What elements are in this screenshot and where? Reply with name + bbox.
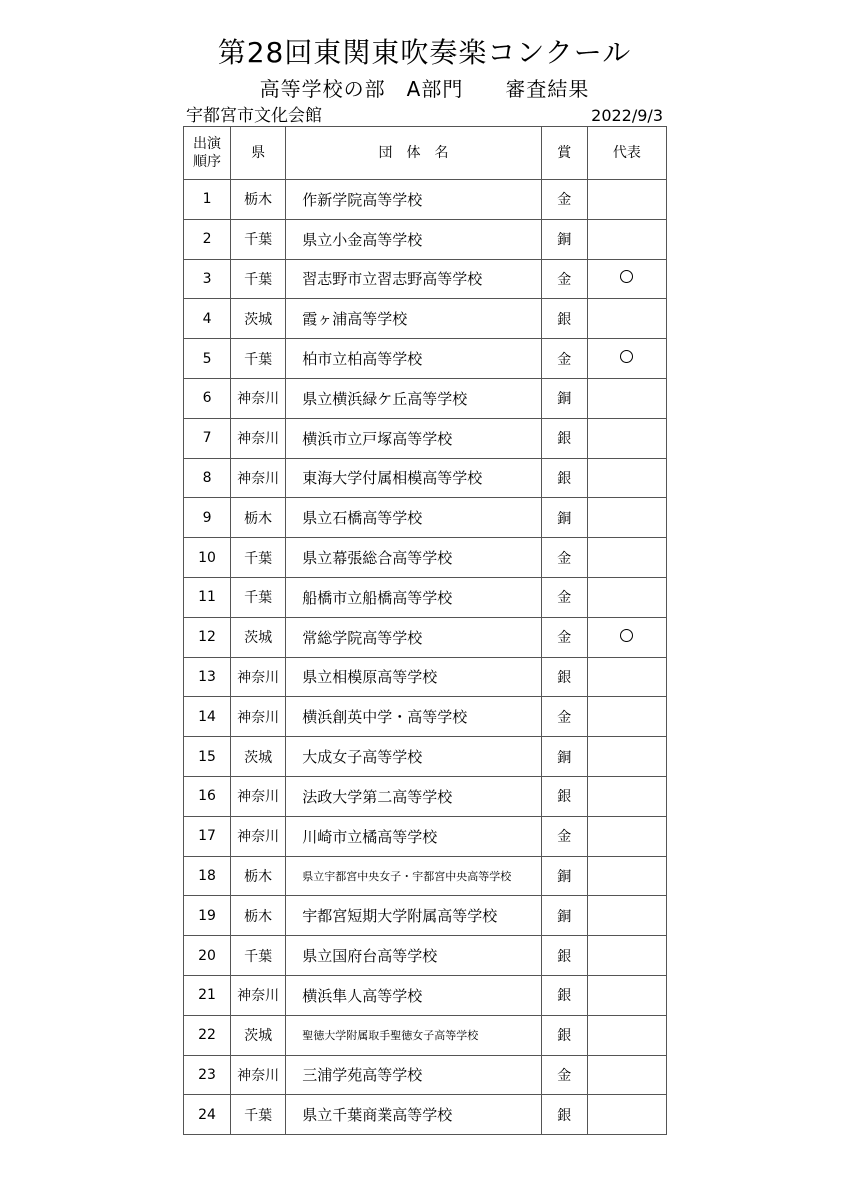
representative-circle-icon	[620, 270, 633, 283]
prefecture-cell: 千葉	[231, 577, 286, 617]
table-row	[184, 737, 667, 777]
prize-cell: 銅	[541, 896, 587, 936]
prize-cell: 銀	[541, 657, 587, 697]
prefecture-cell: 神奈川	[231, 1055, 286, 1095]
order-cell: 12	[184, 617, 231, 657]
order-cell: 17	[184, 816, 231, 856]
table-row	[184, 856, 667, 896]
prefecture-cell: 神奈川	[231, 816, 286, 856]
school-cell: 横浜隼人高等学校	[286, 975, 542, 1015]
school-cell: 川崎市立橘高等学校	[286, 816, 542, 856]
table-row	[184, 418, 667, 458]
table-row	[184, 1055, 667, 1095]
representative-cell	[587, 697, 666, 737]
table-row	[184, 538, 667, 578]
order-cell: 5	[184, 339, 231, 379]
school-cell: 県立宇都宮中央女子・宇都宮中央高等学校	[286, 856, 542, 896]
order-cell: 21	[184, 975, 231, 1015]
page-subtitle: 高等学校の部 A部門 審査結果	[259, 77, 590, 101]
school-cell: 横浜創英中学・高等学校	[286, 697, 542, 737]
table-row	[184, 299, 667, 339]
order-cell: 11	[184, 577, 231, 617]
representative-cell	[587, 259, 666, 299]
prefecture-cell: 神奈川	[231, 378, 286, 418]
prize-cell: 銅	[541, 856, 587, 896]
prefecture-cell: 千葉	[231, 219, 286, 259]
prefecture-cell: 茨城	[231, 1015, 286, 1055]
prize-cell: 金	[541, 697, 587, 737]
representative-cell	[587, 896, 666, 936]
representative-cell	[587, 737, 666, 777]
school-cell: 習志野市立習志野高等学校	[286, 259, 542, 299]
school-cell: 東海大学付属相模高等学校	[286, 458, 542, 498]
order-cell: 23	[184, 1055, 231, 1095]
representative-cell	[587, 1055, 666, 1095]
school-cell: 県立横浜緑ケ丘高等学校	[286, 378, 542, 418]
table-row	[184, 896, 667, 936]
order-cell: 20	[184, 936, 231, 976]
table-header-row	[184, 127, 667, 180]
representative-cell	[587, 458, 666, 498]
prize-cell: 金	[541, 538, 587, 578]
table-row	[184, 339, 667, 379]
venue-label: 宇都宮市文化会館	[186, 106, 322, 126]
prize-cell: 金	[541, 816, 587, 856]
order-cell: 1	[184, 180, 231, 220]
prize-cell: 銅	[541, 219, 587, 259]
prefecture-cell: 茨城	[231, 737, 286, 777]
table-row	[184, 776, 667, 816]
school-cell: 霞ヶ浦高等学校	[286, 299, 542, 339]
table-row	[184, 577, 667, 617]
prefecture-cell: 茨城	[231, 617, 286, 657]
prefecture-cell: 栃木	[231, 498, 286, 538]
table-row	[184, 219, 667, 259]
order-cell: 14	[184, 697, 231, 737]
school-cell: 法政大学第二高等学校	[286, 776, 542, 816]
prefecture-cell: 神奈川	[231, 975, 286, 1015]
results-table	[183, 126, 667, 1135]
representative-cell	[587, 776, 666, 816]
representative-cell	[587, 378, 666, 418]
prize-cell: 金	[541, 259, 587, 299]
school-cell: 柏市立柏高等学校	[286, 339, 542, 379]
table-body	[184, 180, 667, 1135]
prize-cell: 銅	[541, 378, 587, 418]
representative-cell	[587, 219, 666, 259]
representative-cell	[587, 1095, 666, 1135]
prefecture-cell: 神奈川	[231, 697, 286, 737]
representative-cell	[587, 975, 666, 1015]
table-row	[184, 458, 667, 498]
representative-cell	[587, 577, 666, 617]
prize-cell: 銀	[541, 936, 587, 976]
prize-cell: 銅	[541, 498, 587, 538]
header-prefecture: 県	[231, 127, 286, 180]
school-cell: 作新学院高等学校	[286, 180, 542, 220]
school-cell: 県立石橋高等学校	[286, 498, 542, 538]
table-row	[184, 657, 667, 697]
order-cell: 3	[184, 259, 231, 299]
prefecture-cell: 栃木	[231, 180, 286, 220]
table-row	[184, 180, 667, 220]
table-row	[184, 1015, 667, 1055]
prize-cell: 銀	[541, 1015, 587, 1055]
table-row	[184, 1095, 667, 1135]
order-cell: 7	[184, 418, 231, 458]
prefecture-cell: 茨城	[231, 299, 286, 339]
school-cell: 県立幕張総合高等学校	[286, 538, 542, 578]
table-row	[184, 259, 667, 299]
representative-cell	[587, 418, 666, 458]
prefecture-cell: 神奈川	[231, 776, 286, 816]
order-cell: 2	[184, 219, 231, 259]
prize-cell: 銀	[541, 975, 587, 1015]
prefecture-cell: 神奈川	[231, 657, 286, 697]
representative-cell	[587, 538, 666, 578]
prize-cell: 金	[541, 577, 587, 617]
page-title: 第28回東関東吹奏楽コンクール	[217, 36, 632, 69]
order-cell: 24	[184, 1095, 231, 1135]
representative-circle-icon	[620, 350, 633, 363]
order-cell: 15	[184, 737, 231, 777]
school-cell: 横浜市立戸塚高等学校	[286, 418, 542, 458]
header-order-line1: 出演	[193, 136, 222, 152]
prize-cell: 銀	[541, 458, 587, 498]
table-row	[184, 498, 667, 538]
table-row	[184, 936, 667, 976]
date-label: 2022/9/3	[591, 106, 663, 125]
prefecture-cell: 千葉	[231, 259, 286, 299]
school-cell: 県立国府台高等学校	[286, 936, 542, 976]
representative-cell	[587, 816, 666, 856]
school-cell: 県立相模原高等学校	[286, 657, 542, 697]
table-row	[184, 617, 667, 657]
order-cell: 9	[184, 498, 231, 538]
prize-cell: 金	[541, 1055, 587, 1095]
prefecture-cell: 千葉	[231, 339, 286, 379]
prize-cell: 銀	[541, 1095, 587, 1135]
school-cell: 県立小金高等学校	[286, 219, 542, 259]
representative-cell	[587, 180, 666, 220]
prize-cell: 銀	[541, 418, 587, 458]
order-cell: 18	[184, 856, 231, 896]
school-cell: 県立千葉商業高等学校	[286, 1095, 542, 1135]
school-cell: 船橋市立船橋高等学校	[286, 577, 542, 617]
prefecture-cell: 神奈川	[231, 418, 286, 458]
header-order-line2: 順序	[193, 154, 222, 170]
representative-cell	[587, 498, 666, 538]
representative-cell	[587, 299, 666, 339]
order-cell: 19	[184, 896, 231, 936]
table-row	[184, 697, 667, 737]
prize-cell: 金	[541, 180, 587, 220]
representative-cell	[587, 339, 666, 379]
table-row	[184, 378, 667, 418]
order-cell: 4	[184, 299, 231, 339]
order-cell: 8	[184, 458, 231, 498]
prize-cell: 金	[541, 617, 587, 657]
representative-cell	[587, 856, 666, 896]
order-cell: 16	[184, 776, 231, 816]
representative-cell	[587, 657, 666, 697]
table-row	[184, 975, 667, 1015]
prefecture-cell: 栃木	[231, 896, 286, 936]
prize-cell: 銀	[541, 299, 587, 339]
representative-circle-icon	[620, 629, 633, 642]
representative-cell	[587, 617, 666, 657]
school-cell: 宇都宮短期大学附属高等学校	[286, 896, 542, 936]
prize-cell: 銀	[541, 776, 587, 816]
header-representative: 代表	[587, 127, 666, 180]
order-cell: 22	[184, 1015, 231, 1055]
school-cell: 大成女子高等学校	[286, 737, 542, 777]
school-cell: 常総学院高等学校	[286, 617, 542, 657]
header-school: 団 体 名	[286, 127, 542, 180]
prefecture-cell: 神奈川	[231, 458, 286, 498]
prize-cell: 金	[541, 339, 587, 379]
representative-cell	[587, 936, 666, 976]
header-order	[184, 127, 231, 180]
prize-cell: 銅	[541, 737, 587, 777]
prefecture-cell: 千葉	[231, 538, 286, 578]
prefecture-cell: 千葉	[231, 1095, 286, 1135]
school-cell: 聖徳大学附属取手聖徳女子高等学校	[286, 1015, 542, 1055]
order-cell: 10	[184, 538, 231, 578]
prefecture-cell: 栃木	[231, 856, 286, 896]
representative-cell	[587, 1015, 666, 1055]
school-cell: 三浦学苑高等学校	[286, 1055, 542, 1095]
order-cell: 6	[184, 378, 231, 418]
table-row	[184, 816, 667, 856]
header-prize: 賞	[541, 127, 587, 180]
prefecture-cell: 千葉	[231, 936, 286, 976]
order-cell: 13	[184, 657, 231, 697]
